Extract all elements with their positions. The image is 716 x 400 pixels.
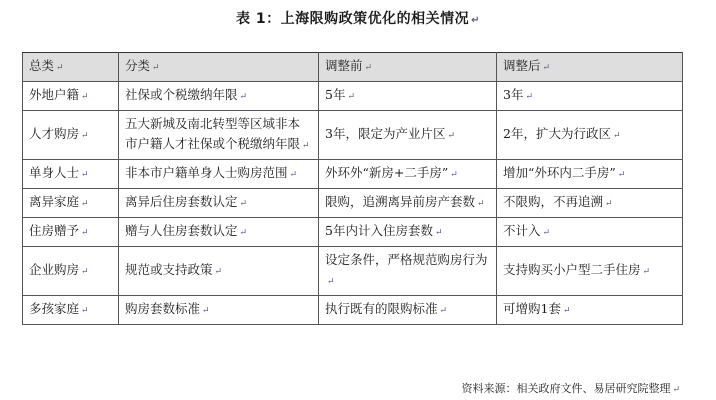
return-mark-icon: ↵: [672, 385, 680, 395]
cell-type: 企业购房 ↵: [23, 247, 119, 296]
cell-type: 离异家庭 ↵: [23, 189, 119, 218]
cell-after: 3年 ↵: [497, 82, 683, 111]
cell-before: 外环外“新房+二手房” ↵: [319, 160, 497, 189]
source-note-text: 资料来源：相关政府文件、易居研究院整理: [461, 382, 671, 395]
cell-after: 支持购买小户型二手住房 ↵: [497, 247, 683, 296]
table-row: [23, 189, 683, 218]
return-mark-icon: ↵: [471, 15, 480, 26]
cell-after: 不计入 ↵: [497, 218, 683, 247]
cell-before: 5年内计入住房套数 ↵: [319, 218, 497, 247]
table-title-text: 表 1：上海限购政策优化的相关情况: [235, 11, 470, 27]
table-title: [0, 8, 716, 28]
table-row: [23, 218, 683, 247]
cell-after: 不限购，不再追溯 ↵: [497, 189, 683, 218]
header-cell-condition: 分类 ↵: [119, 53, 319, 82]
cell-before: 3年，限定为产业片区 ↵: [319, 111, 497, 160]
cell-before: 5年 ↵: [319, 82, 497, 111]
cell-condition: 五大新城及南北转型等区域非本市户籍人才社保或个税缴纳年限 ↵: [119, 111, 319, 160]
source-note: [461, 380, 680, 396]
header-cell-after: 调整后 ↵: [497, 53, 683, 82]
table-row: [23, 82, 683, 111]
cell-before: 限购，追溯离异前房产套数 ↵: [319, 189, 497, 218]
cell-condition: 规范或支持政策 ↵: [119, 247, 319, 296]
cell-condition: 购房套数标准 ↵: [119, 296, 319, 325]
cell-condition: 赠与人住房套数认定 ↵: [119, 218, 319, 247]
cell-before: 设定条件，严格规范购房行为↵: [319, 247, 497, 296]
policy-table: [22, 52, 683, 325]
cell-after: 增加“外环内二手房” ↵: [497, 160, 683, 189]
cell-type: 住房赠予 ↵: [23, 218, 119, 247]
cell-condition: 非本市户籍单身人士购房范围 ↵: [119, 160, 319, 189]
cell-after: 可增购1套 ↵: [497, 296, 683, 325]
cell-type: 人才购房 ↵: [23, 111, 119, 160]
cell-type: 单身人士 ↵: [23, 160, 119, 189]
cell-after: 2年，扩大为行政区 ↵: [497, 111, 683, 160]
table-row: [23, 160, 683, 189]
cell-type: 多孩家庭 ↵: [23, 296, 119, 325]
cell-type: 外地户籍 ↵: [23, 82, 119, 111]
cell-before: 执行既有的限购标准 ↵: [319, 296, 497, 325]
table-header-row: [23, 53, 683, 82]
table-row: [23, 247, 683, 296]
cell-condition: 离异后住房套数认定 ↵: [119, 189, 319, 218]
cell-condition: 社保或个税缴纳年限 ↵: [119, 82, 319, 111]
table-row: [23, 296, 683, 325]
table-row: [23, 111, 683, 160]
header-cell-type: 总类 ↵: [23, 53, 119, 82]
header-cell-before: 调整前 ↵: [319, 53, 497, 82]
